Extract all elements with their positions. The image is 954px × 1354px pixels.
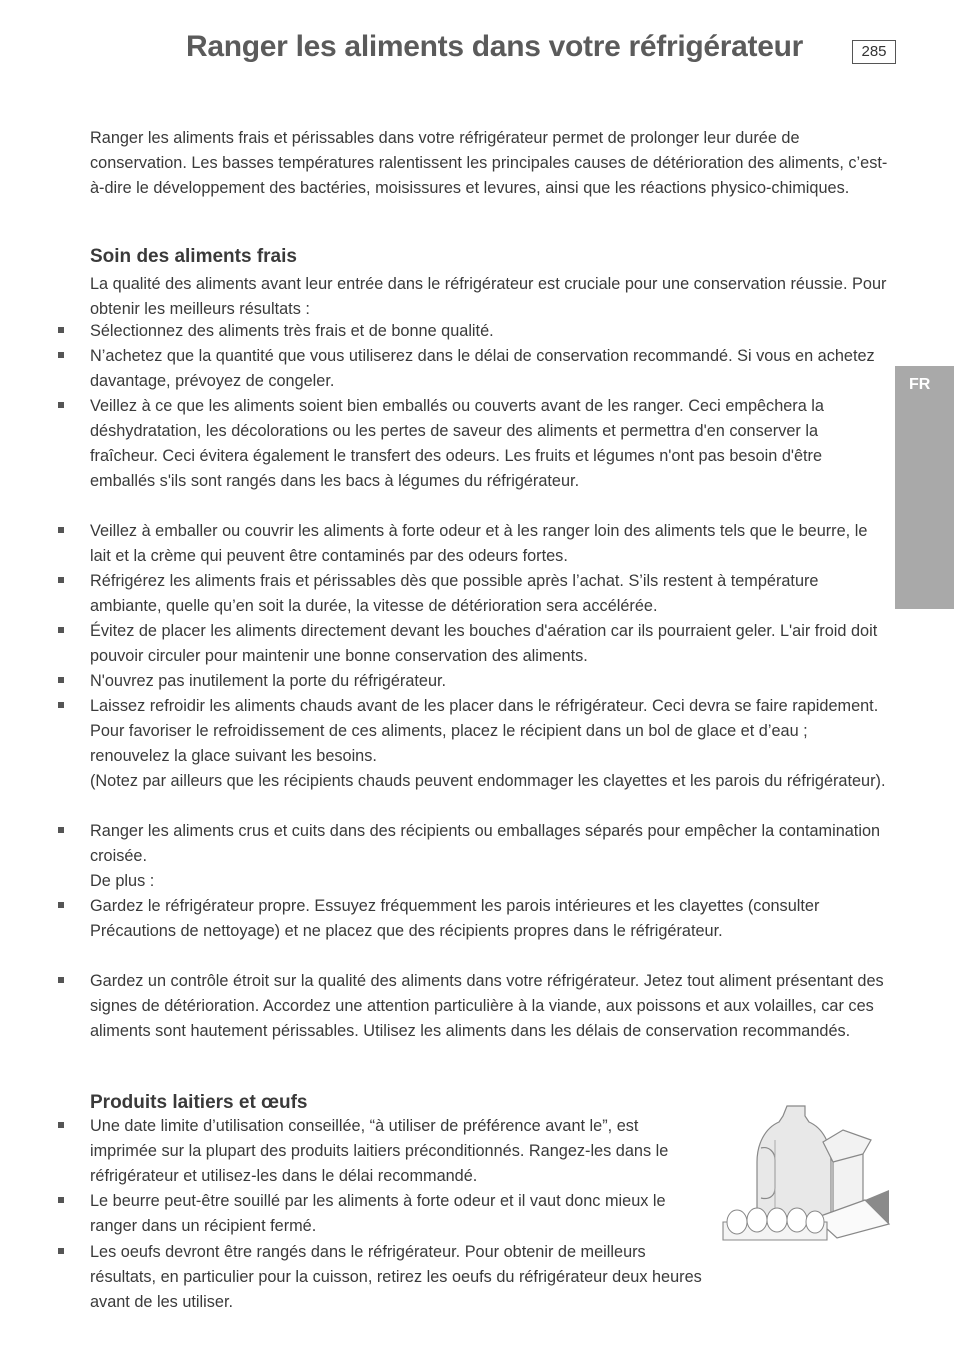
language-tab — [895, 366, 954, 609]
list-item: N’achetez que la quantité que vous utiliserez dans le délai de conservation recommandé. Si vous en achetez davantage, prévoyez de congeler. — [90, 347, 875, 390]
bullet-marker — [58, 977, 64, 983]
list-item: Les oeufs devront être rangés dans le réfrigérateur. Pour obtenir de meilleurs résultats, en particulier pour la cuisson, retirez les oeufs du réfrigérateur deux heures avant de les utiliser. — [90, 1243, 702, 1311]
language-tab-label: FR — [909, 376, 931, 393]
list-item: Ranger les aliments crus et cuits dans des récipients ou emballages séparés pour empêcher la contamination croisée. — [90, 822, 881, 865]
list-item: Évitez de placer les aliments directement devant les bouches d'aération car ils pourraient geler. L'air froid doit pouvoir circuler pour maintenir une bonne conservation des aliments. — [90, 622, 878, 665]
list-item: Veillez à emballer ou couvrir les aliments à forte odeur et à les ranger loin des aliments tels que le beurre, le lait et la crème qui peuvent être contaminés par des odeurs fortes. — [90, 522, 868, 565]
page-title: Ranger les aliments dans votre réfrigérateur — [186, 30, 804, 63]
bullet-marker — [58, 352, 64, 358]
bullet-marker — [58, 677, 64, 683]
bullet-marker — [58, 1122, 64, 1128]
section-heading-dairy-eggs: Produits laitiers et œufs — [90, 1092, 308, 1113]
bullet-marker — [58, 902, 64, 908]
bullet-marker — [58, 527, 64, 533]
list-item: Gardez un contrôle étroit sur la qualité des aliments dans votre réfrigérateur. Jetez tout aliment présentant des signes de détérioration. Accordez une attention particulière à la viande, aux poissons et aux volailles, car ces aliments sont hautement périssables. Utilisez les aliments dans les délais de conservation recommandés. — [90, 972, 884, 1040]
bullet-marker — [58, 627, 64, 633]
list-item: Réfrigérez les aliments frais et périssables dès que possible après l’achat. S’ils restent à température ambiante, quelle qu’en soit la durée, la vitesse de détérioration sera accélérée. — [90, 572, 819, 615]
list-item: Gardez le réfrigérateur propre. Essuyez fréquemment les parois intérieures et les clayettes (consulter Précautions de nettoyage) et ne placez que des récipients propres dans le réfrigérateur. — [90, 897, 820, 940]
list-item: Veillez à ce que les aliments soient bien emballés ou couverts avant de les ranger. Ceci empêchera la déshydratation, les décolorations ou les pertes de saveur des aliments et permettra d'en conserver la fraîcheur. Ceci évitera également le transfert des odeurs. Les fruits et légumes n'ont pas besoin d'être emballés s'ils sont rangés dans les bacs à légumes du réfrigérateur. — [90, 397, 824, 490]
bullet-marker — [58, 402, 64, 408]
list-item: N'ouvrez pas inutilement la porte du réfrigérateur. — [90, 672, 447, 690]
bullet-marker — [58, 702, 64, 708]
list-item: Une date limite d’utilisation conseillée, “à utiliser de préférence avant le”, est imprimée sur la plupart des produits laitiers préconditionnés. Rangez-les dans le réfrigérateur et utilisez-les dans le délai recommandé. — [90, 1117, 669, 1185]
list-item-note: (Notez par ailleurs que les récipients chauds peuvent endommager les clayettes et les parois du réfrigérateur). — [90, 772, 886, 790]
section-heading-fresh-food: Soin des aliments frais — [90, 246, 297, 267]
dairy-eggs-illustration-icon — [715, 1100, 895, 1255]
moreover-text: De plus : — [90, 872, 155, 890]
list-item: Sélectionnez des aliments très frais et de bonne qualité. — [90, 322, 494, 340]
list-item: Le beurre peut-être souillé par les aliments à forte odeur et il vaut donc mieux le ranger dans un récipient fermé. — [90, 1192, 666, 1235]
bullet-marker — [58, 827, 64, 833]
bullet-marker — [58, 1197, 64, 1203]
bullet-marker — [58, 1248, 64, 1254]
intro-paragraph: Ranger les aliments frais et périssables dans votre réfrigérateur permet de prolonger leur durée de conservation. Les basses températures ralentissent les principales causes de détérioration des aliments, c’est-à-dire le développement des bactéries, moisissures et levures, ainsi que les réactions physico-chimiques. — [90, 129, 888, 197]
page-number: 285 — [852, 40, 896, 64]
list-item: Laissez refroidir les aliments chauds avant de les placer dans le réfrigérateur. Ceci devra se faire rapidement. Pour favoriser le refroidissement de ces aliments, placez le récipient dans un bol de glace et d’eau ; renouvelez la glace suivant les besoins. — [90, 697, 879, 765]
bullet-marker — [58, 577, 64, 583]
bullet-marker — [58, 327, 64, 333]
section-lead: La qualité des aliments avant leur entrée dans le réfrigérateur est cruciale pour une conservation réussie. Pour obtenir les meilleurs résultats : — [90, 275, 887, 318]
